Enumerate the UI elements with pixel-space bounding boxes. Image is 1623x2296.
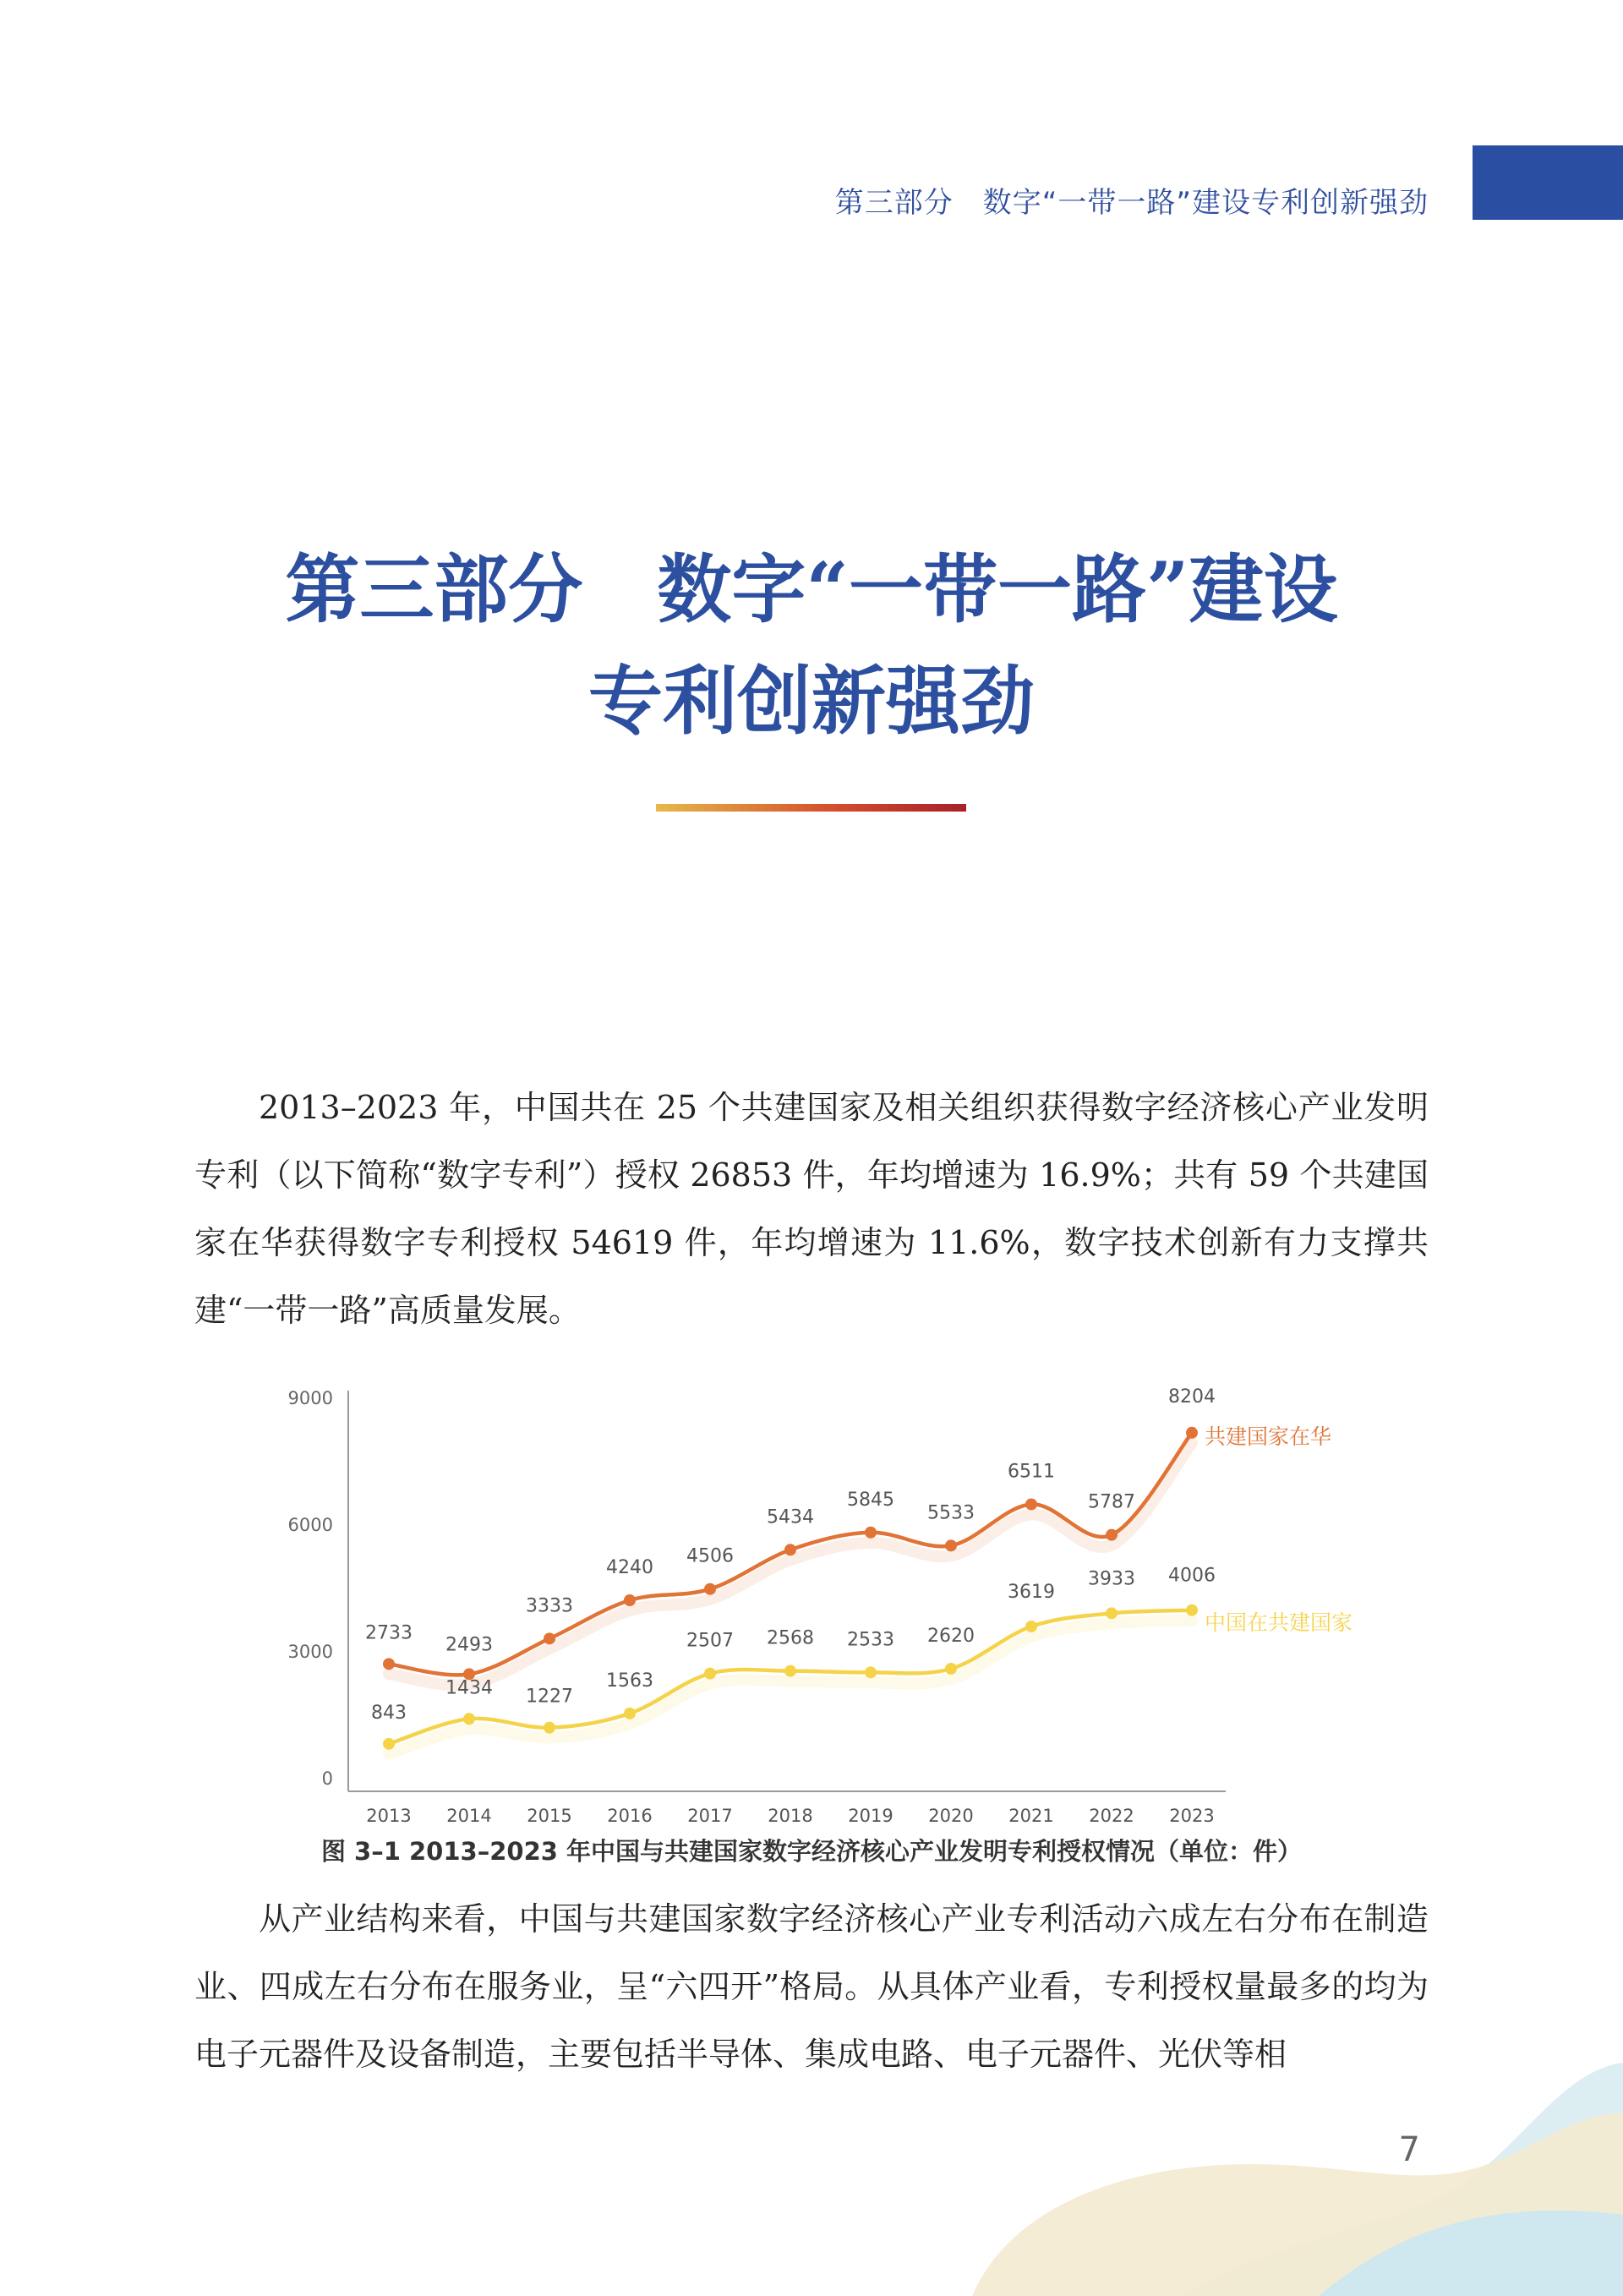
data-label: 1563 xyxy=(606,1670,653,1692)
data-point xyxy=(1186,1604,1198,1616)
data-label: 2493 xyxy=(445,1634,493,1656)
x-tick-label: 2019 xyxy=(848,1806,893,1826)
x-tick-label: 2014 xyxy=(446,1806,492,1826)
figure-caption: 图 3–1 2013–2023 年中国与共建国家数字经济核心产业发明专利授权情况（单位：件） xyxy=(320,1837,1303,1866)
x-tick-label: 2016 xyxy=(607,1806,653,1826)
body-paragraph-1: 2013–2023 年，中国共在 25 个共建国家及相关组织获得数字经济核心产业发明专利（以下简称“数字专利”）授权 26853 件，年均增速为 16.9%；共有 59 个共建国家在华获得数字专利授权 54619 件，年均增速为 11.6%，数字技术创新有力支撑共建“一带一路”高质量发展。 xyxy=(194,1089,1429,1329)
y-tick-label: 0 xyxy=(321,1768,333,1789)
data-point xyxy=(704,1668,716,1680)
x-tick-label: 2018 xyxy=(768,1806,813,1826)
data-point xyxy=(865,1666,877,1678)
data-point xyxy=(624,1708,636,1719)
data-point xyxy=(1025,1621,1037,1632)
data-label: 4506 xyxy=(686,1545,734,1567)
data-point xyxy=(945,1663,957,1675)
data-point xyxy=(1106,1607,1118,1619)
data-label: 5787 xyxy=(1088,1491,1135,1513)
data-point xyxy=(1186,1427,1198,1439)
x-tick-label: 2013 xyxy=(366,1806,412,1826)
data-point xyxy=(945,1539,957,1551)
x-tick-label: 2022 xyxy=(1089,1806,1134,1826)
chart-axes xyxy=(288,1388,1226,1826)
data-label: 3333 xyxy=(526,1595,573,1617)
data-point xyxy=(383,1658,395,1670)
data-label: 8204 xyxy=(1168,1386,1216,1408)
data-label: 2733 xyxy=(365,1622,413,1644)
data-label: 4006 xyxy=(1168,1565,1216,1587)
data-label: 3933 xyxy=(1088,1568,1135,1590)
data-point xyxy=(1025,1498,1037,1510)
data-label: 2620 xyxy=(927,1626,975,1647)
data-label: 1227 xyxy=(526,1686,573,1708)
y-tick-label: 9000 xyxy=(287,1388,333,1408)
legend-label: 中国在共建国家 xyxy=(1205,1610,1353,1635)
y-tick-label: 6000 xyxy=(287,1515,333,1535)
data-point xyxy=(704,1583,716,1595)
patent-line-chart xyxy=(270,1378,1369,1826)
data-label: 2568 xyxy=(767,1627,814,1649)
data-label: 2533 xyxy=(847,1629,894,1651)
data-label: 6511 xyxy=(1008,1461,1055,1483)
section-title-line-2: 专利创新强劲 xyxy=(587,657,1035,745)
data-label: 2507 xyxy=(686,1630,734,1652)
body-paragraph-2: 从产业结构来看，中国与共建国家数字经济核心产业专利活动六成左右分布在制造业、四成左右分布在服务业，呈“六四开”格局。从具体产业看，专利授权量最多的均为电子元器件及设备制造，主要包括半导体、集成电路、电子元器件、光伏等相 xyxy=(194,1900,1429,2073)
data-point xyxy=(865,1527,877,1539)
legend-label: 共建国家在华 xyxy=(1205,1424,1332,1449)
running-header: 第三部分 数字“一带一路”建设专利创新强劲 xyxy=(834,186,1429,220)
page-number: 7 xyxy=(1398,2130,1420,2169)
x-tick-label: 2021 xyxy=(1008,1806,1054,1826)
data-point xyxy=(463,1713,475,1725)
data-label: 5533 xyxy=(927,1502,975,1524)
data-label: 5434 xyxy=(767,1506,814,1528)
data-point xyxy=(1106,1529,1118,1541)
title-gradient-rule xyxy=(656,804,966,812)
data-label: 1434 xyxy=(445,1677,493,1699)
x-tick-label: 2017 xyxy=(687,1806,733,1826)
data-point xyxy=(544,1722,555,1734)
y-tick-label: 3000 xyxy=(287,1642,333,1662)
chart-series xyxy=(365,1386,1352,1754)
x-tick-label: 2020 xyxy=(928,1806,974,1826)
data-point xyxy=(383,1738,395,1750)
data-point xyxy=(544,1632,555,1644)
data-label: 843 xyxy=(371,1702,407,1724)
data-label: 4240 xyxy=(606,1557,653,1578)
section-title-line-1: 第三部分 数字“一带一路”建设 xyxy=(285,545,1338,633)
x-tick-label: 2015 xyxy=(527,1806,572,1826)
data-point xyxy=(784,1665,796,1677)
x-tick-label: 2023 xyxy=(1169,1806,1215,1826)
data-label: 3619 xyxy=(1008,1582,1055,1604)
data-point xyxy=(624,1594,636,1606)
header-color-block xyxy=(1473,145,1623,220)
data-label: 5845 xyxy=(847,1489,894,1511)
data-point xyxy=(784,1544,796,1555)
